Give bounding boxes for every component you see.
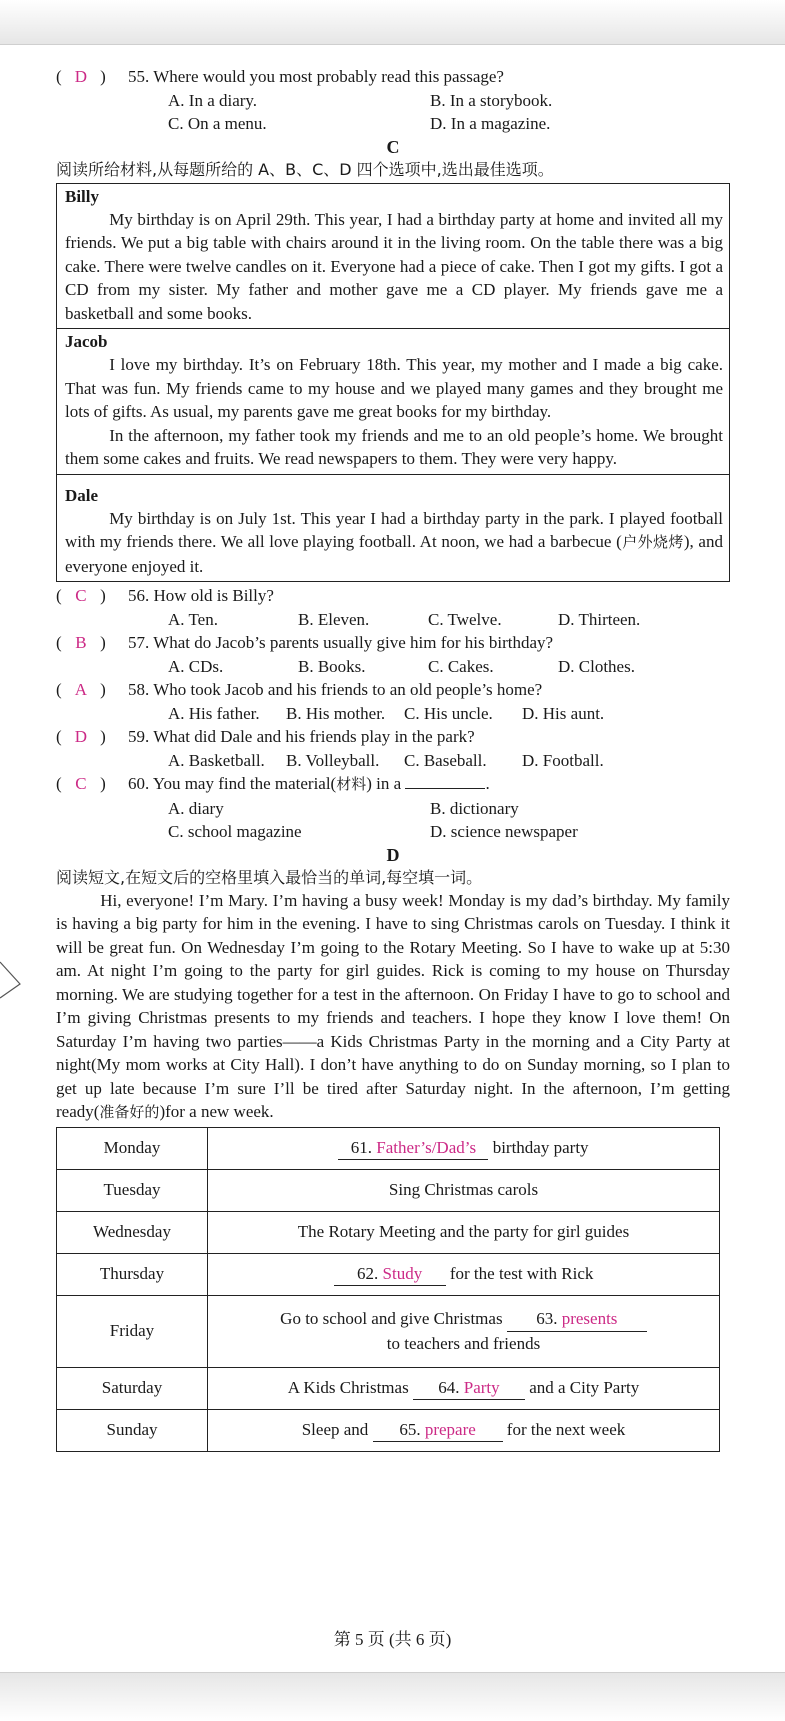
page-content: [56, 65, 730, 1452]
paren-right: ): [100, 680, 106, 699]
answer-mark: C: [75, 586, 87, 605]
options-row: [56, 820, 730, 844]
paren-right: ): [100, 67, 106, 86]
answer-paren: [56, 772, 128, 796]
question-55: [56, 65, 730, 89]
question-number: 55.: [128, 67, 150, 86]
table-row: [57, 1295, 720, 1367]
option-c: C. Cakes.: [428, 656, 494, 676]
section-c-heading: C: [386, 136, 400, 157]
activity-text: Go to school and give Christmas: [280, 1309, 503, 1328]
viewer-bottom-bar: [0, 1672, 785, 1721]
options-row: [56, 112, 730, 136]
answer-fill: [373, 1418, 503, 1443]
question-stem: Where would you most probably read this passage?: [153, 67, 504, 86]
table-row: [57, 1253, 720, 1295]
paren-right: ): [100, 633, 106, 652]
question-number: 59.: [128, 727, 150, 746]
option-d: D. Thirteen.: [558, 609, 641, 629]
question-stem: You may find the material(: [152, 774, 337, 793]
passage-d: [56, 889, 730, 1125]
question-60: [56, 772, 730, 797]
passage-name: Jacob: [65, 332, 108, 351]
table-row: [57, 1169, 720, 1211]
blank-answer: presents: [561, 1309, 618, 1328]
answer-fill: [334, 1262, 446, 1287]
paren-left: (: [56, 67, 62, 86]
answer-mark: D: [74, 67, 88, 86]
day-cell: Thursday: [57, 1253, 208, 1295]
activity-cell: [208, 1127, 720, 1169]
option-c: C. Baseball.: [404, 750, 487, 770]
answer-mark: A: [74, 680, 88, 699]
activity-text: for the test with Rick: [449, 1263, 594, 1283]
schedule-table: [56, 1127, 720, 1452]
question-number: 56.: [128, 586, 150, 605]
section-d-instruction: 阅读短文,在短文后的空格里填入最恰当的单词,每空填一词。: [56, 867, 483, 887]
answer-fill: [413, 1376, 525, 1401]
question-56: [56, 584, 730, 608]
paragraph-text: )for a new week.: [159, 1102, 274, 1121]
passage-name: Billy: [65, 186, 100, 206]
passage-billy: [57, 184, 729, 329]
section-c-instruction: 阅读所给材料,从每题所给的 A、B、C、D 四个选项中,选出最佳选项。: [56, 159, 554, 179]
options-row: [56, 89, 730, 113]
day-cell: Saturday: [57, 1367, 208, 1409]
day-cell: Wednesday: [57, 1211, 208, 1253]
question-number: 58.: [128, 680, 150, 699]
day-cell: Tuesday: [57, 1169, 208, 1211]
paren-right: ): [100, 586, 106, 605]
option-c: C. school magazine: [168, 822, 302, 841]
answer-mark: C: [75, 774, 87, 793]
day-cell: Monday: [57, 1127, 208, 1169]
activity-text: and a City Party: [529, 1377, 640, 1397]
activity-cell: The Rotary Meeting and the party for girl guides: [208, 1211, 720, 1253]
viewer-top-bar: [0, 0, 785, 45]
answer-mark: B: [75, 633, 87, 652]
activity-line: [208, 1307, 719, 1332]
section-d-heading: D: [386, 844, 400, 865]
question-stem: How old is Billy?: [153, 586, 274, 605]
blank-answer: Study: [382, 1263, 423, 1283]
document-page: [0, 45, 785, 1671]
table-row: [57, 1127, 720, 1169]
question-stem: What do Jacob’s parents usually give him for his birthday?: [153, 633, 554, 652]
option-c: C. Twelve.: [428, 609, 502, 629]
option-b: B. Books.: [298, 656, 366, 676]
option-d: D. Football.: [522, 750, 604, 770]
passage-jacob: [57, 328, 729, 474]
activity-line: to teachers and friends: [386, 1333, 541, 1353]
blank-answer: Party: [463, 1377, 500, 1397]
chinese-gloss: 户外烧烤: [621, 533, 684, 551]
question-58: [56, 678, 730, 702]
answer-paren: [56, 65, 128, 89]
answer-mark: D: [74, 727, 88, 746]
option-a: A. CDs.: [168, 656, 224, 676]
question-text: [128, 584, 730, 608]
table-row: [57, 1409, 720, 1451]
answer-blank: [405, 772, 485, 789]
paren-left: (: [56, 633, 62, 652]
answer-fill: [507, 1307, 647, 1332]
option-b: B. Volleyball.: [286, 750, 380, 770]
passage-paragraph: [65, 507, 723, 579]
options-row: [56, 608, 730, 632]
paren-left: (: [56, 680, 62, 699]
page-footer: 第 5 页 (共 6 页): [333, 1630, 452, 1649]
option-a: A. diary: [168, 798, 224, 818]
option-d: D. Clothes.: [558, 656, 635, 676]
passage-paragraph: I love my birthday. It’s on February 18th. This year, my mother and I made a big cake. That was fun. My friends came to my house and we played many games and they brought me lots of gifts. As usual, my parents gave me great books for my birthday.: [65, 355, 723, 421]
options-row: [56, 749, 730, 773]
activity-text: Sleep and: [301, 1419, 369, 1439]
question-59: [56, 725, 730, 749]
options-row: [56, 702, 730, 726]
question-stem: What did Dale and his friends play in the park?: [153, 727, 475, 746]
passage-paragraph: My birthday is on April 29th. This year, I had a birthday party at home and invited all my friends. We put a big table with chairs around it in the living room. On the table there was a big cake. There were twelve candles on it. Everyone had a piece of cake. Then I got my gifts. I got a CD from my sister. My father and mother gave me a CD player. My friends gave me a basketball and some books.: [65, 209, 723, 323]
activity-text: for the next week: [506, 1419, 626, 1439]
option-b: B. Eleven.: [298, 609, 370, 629]
paren-left: (: [56, 727, 62, 746]
answer-paren: [56, 631, 128, 655]
question-57: [56, 631, 730, 655]
paragraph-text: ), and everyone enjoyed it.: [65, 532, 723, 576]
options-row: [56, 797, 730, 821]
paragraph-text: Hi, everyone! I’m Mary. I’m having a busy week! Monday is my dad’s birthday. My family is having a big party for him in the evening. I have to sing Christmas carols on Tuesday. I think it will be great fun. On Wednesday I’m going to the Rotary Meeting. So I have to wake up at 5:30 am. At night I’m going to the party for girl guides. Rick is coming to my house on Thursday morning. We are studying together for a test in the afternoon. On Friday I have to go to school and I’m giving Christmas presents to my friends and teachers. I hope they know I love them! On Saturday I’m having two parties——a Kids Christmas Party in the morning and a City Party at night(My mom works at City Hall). I don’t have anything to do on Sunday morning, so I plan to get up late because I’m sure I’ll be tired after Saturday night. In the afternoon, I’m getting ready(: [56, 890, 730, 1121]
option-b: B. In a storybook.: [430, 90, 553, 110]
passage-name: Dale: [65, 485, 99, 505]
pencil-annotation-icon: [0, 960, 22, 1000]
option-d: D. science newspaper: [430, 822, 578, 841]
option-c: C. His uncle.: [404, 703, 493, 723]
answer-paren: [56, 725, 128, 749]
question-text: [128, 725, 730, 749]
options-row: [56, 655, 730, 679]
activity-text: birthday party: [492, 1137, 589, 1157]
table-row: [57, 1211, 720, 1253]
blank-number: 63.: [536, 1309, 558, 1328]
question-number: 60.: [128, 774, 150, 793]
option-c: C. On a menu.: [168, 114, 267, 133]
option-b: B. His mother.: [286, 703, 386, 723]
paren-left: (: [56, 774, 62, 793]
blank-answer: prepare: [424, 1419, 476, 1439]
blank-number: 64.: [438, 1377, 460, 1397]
question-text: [128, 631, 730, 655]
activity-cell: [208, 1409, 720, 1451]
activity-text: A Kids Christmas: [287, 1377, 409, 1397]
blank-number: 62.: [357, 1263, 379, 1283]
blank-number: 65.: [399, 1419, 421, 1439]
answer-paren: [56, 584, 128, 608]
activity-cell: [208, 1253, 720, 1295]
day-cell: Friday: [57, 1295, 208, 1367]
answer-fill: [338, 1136, 488, 1161]
question-text: [128, 678, 730, 702]
question-stem: Who took Jacob and his friends to an old people’s home?: [153, 680, 543, 699]
option-a: A. Ten.: [168, 609, 218, 629]
question-stem: ) in a: [366, 774, 402, 793]
activity-cell: [208, 1295, 720, 1367]
option-d: D. In a magazine.: [430, 114, 551, 133]
answer-paren: [56, 678, 128, 702]
paren-right: ): [100, 727, 106, 746]
blank-number: 61.: [350, 1137, 373, 1157]
day-cell: Sunday: [57, 1409, 208, 1451]
chinese-gloss: 准备好的: [99, 1103, 160, 1121]
chinese-gloss: 材料: [336, 775, 367, 793]
table-row: [57, 1367, 720, 1409]
question-number: 57.: [128, 633, 150, 652]
question-text: [128, 65, 730, 89]
passage-c-box: [56, 183, 730, 583]
option-a: A. In a diary.: [168, 90, 258, 110]
activity-cell: Sing Christmas carols: [208, 1169, 720, 1211]
paren-right: ): [100, 774, 106, 793]
option-a: A. His father.: [168, 703, 260, 723]
question-stem: .: [485, 774, 490, 793]
paren-left: (: [56, 586, 62, 605]
option-a: A. Basketball.: [168, 750, 265, 770]
paragraph-text: My birthday is on July 1st. This year I had a birthday party in the park. I played football with my friends there. We all love playing football. At noon, we had a barbecue (: [65, 508, 723, 551]
option-d: D. His aunt.: [522, 703, 605, 723]
option-b: B. dictionary: [430, 798, 519, 818]
blank-answer: Father’s/Dad’s: [376, 1137, 477, 1157]
passage-dale: [57, 474, 729, 582]
activity-cell: [208, 1367, 720, 1409]
passage-paragraph: In the afternoon, my father took my friends and me to an old people’s home. We brought them some cakes and fruits. We read newspapers to them. They were very happy.: [65, 425, 723, 468]
question-text: [128, 772, 730, 797]
